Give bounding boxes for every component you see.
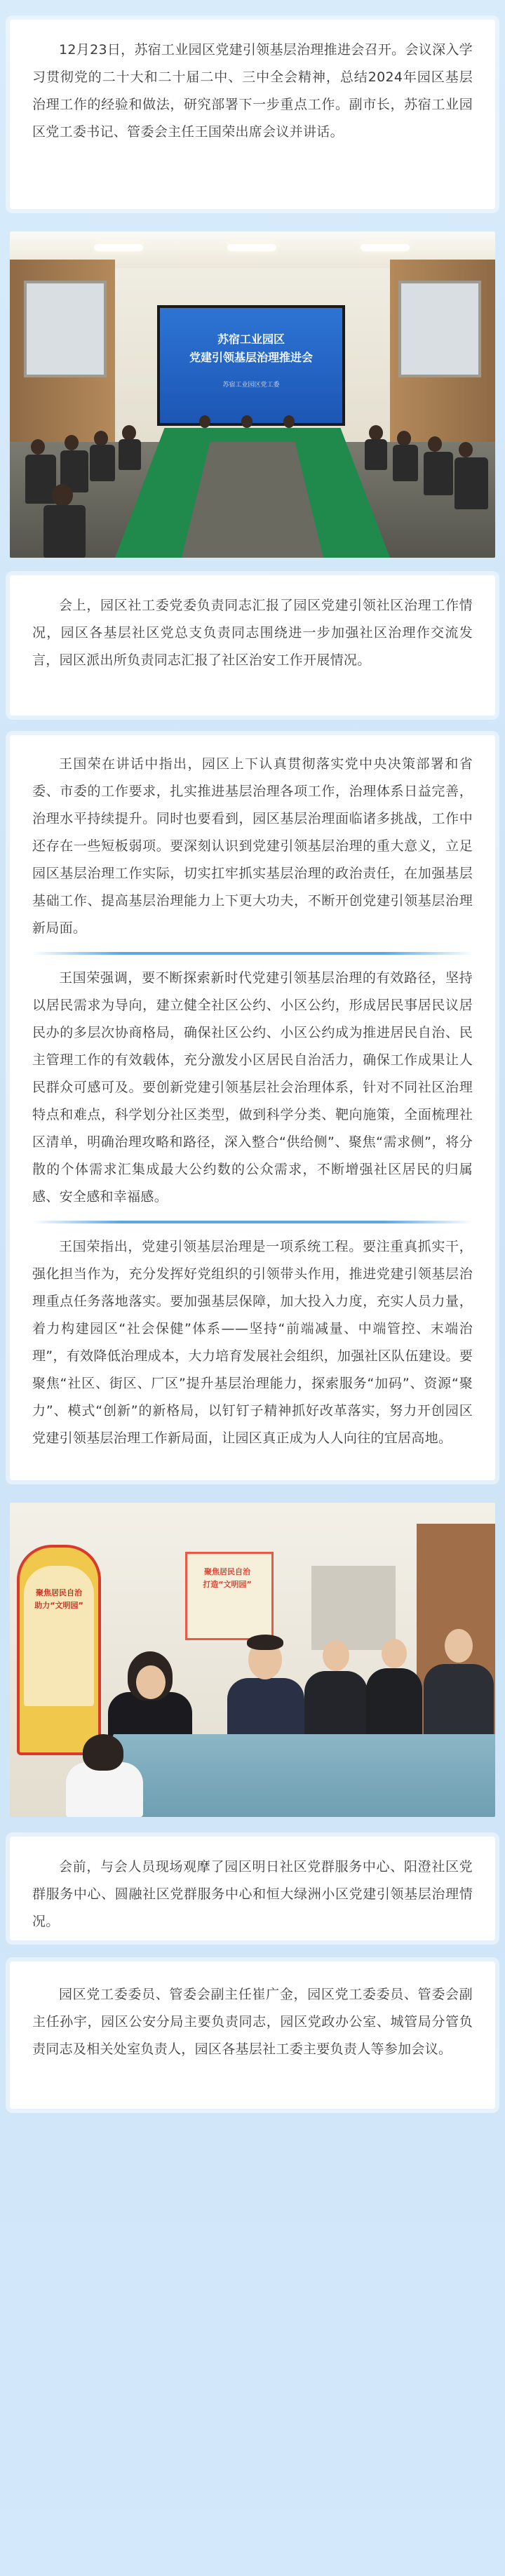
attendee-head xyxy=(31,439,45,455)
official-hair xyxy=(247,1635,283,1650)
speech-paragraph-2: 王国荣强调，要不断探索新时代党建引领基层治理的有效路径，坚持以居民需求为导向，建立健全社区公约、小区公约，形成居民事居民议居民办的多层次协商格局，确保社区公约、小区公约成为推进居民自治、民主管理工作的有效载体，充分激发小区居民自治活力，确保工作成果让人民群众可感可及。要创新党建引领基层社会治理体系，针对不同社区治理特点和难点，科学划分社区类型，做到科学分类、靶向施策，全面梳理社区清单，明确治理攻略和路径，深入整合“供给侧”、聚焦“需求侧”，将分散的个体需求汇集成最大公约数的公众需求，不断增强社区居民的归属感、安全感和幸福感。 xyxy=(32,970,473,1205)
attendee xyxy=(393,445,418,481)
attendee-head xyxy=(459,442,473,457)
section-divider xyxy=(32,952,473,955)
attendee-head xyxy=(94,431,108,446)
visit-card xyxy=(10,1837,495,1940)
attendee-head xyxy=(199,415,210,428)
attendee-head xyxy=(283,415,295,428)
attendee-head xyxy=(52,484,73,507)
site-visit-photo xyxy=(10,1503,495,1817)
screen-title-line2: 党建引领基层治理推进会 xyxy=(189,351,313,364)
attendee xyxy=(90,445,115,481)
window-right xyxy=(398,281,481,377)
attendee-head xyxy=(369,425,383,441)
poster-line-1: 聚焦居民自治 xyxy=(204,1567,250,1576)
wall-cabinet xyxy=(311,1566,396,1650)
screen-title-line1: 苏宿工业园区 xyxy=(217,333,285,346)
attendee xyxy=(119,439,141,470)
ceiling-light xyxy=(94,244,143,251)
attendee-head xyxy=(397,431,411,446)
screen-organizer: 苏宿工业园区党工委 xyxy=(222,382,280,389)
poster-line-2: 打造“文明园” xyxy=(203,1580,252,1589)
visit-paragraph: 会前，与会人员现场观摩了园区明日社区党群服务中心、阳澄社区党群服务中心、圆融社区党群服务中心和恒大绿洲小区党建引领基层治理情况。 xyxy=(32,1859,473,1929)
speech-paragraph-1: 王国荣在讲话中指出，园区上下认真贯彻落实党中央决策部署和省委、市委的工作要求，扎实推进基层治理各项工作，治理体系日益完善，治理水平持续提升。同时也要看到，园区基层治理面临诸多挑战，工作中还存在一些短板弱项。要深刻认识到党建引领基层治理的重大意义，立足园区基层治理工作实际，切实扛牢抓实基层治理的政治责任，在加强基层基础工作、提高基层治理能力上下更大功夫，不断开创党建引领基层治理新局面。 xyxy=(32,756,473,936)
attendee xyxy=(424,452,453,495)
speech-card xyxy=(10,735,495,1480)
ceiling-light xyxy=(227,244,276,251)
window-left xyxy=(24,281,107,377)
attendee xyxy=(43,505,86,558)
attendee-head xyxy=(65,435,79,450)
seated-person-hair xyxy=(83,1734,123,1771)
board-line-1: 聚焦居民自治 xyxy=(36,1588,82,1597)
section-divider xyxy=(32,1221,473,1223)
display-board-text xyxy=(27,1587,91,1612)
attendee-face xyxy=(382,1639,407,1668)
attendee-head xyxy=(428,436,442,452)
intro-card xyxy=(10,20,495,209)
attendee-head xyxy=(122,425,136,441)
intro-paragraph: 12月23日，苏宿工业园区党建引领基层治理推进会召开。会议深入学习贯彻党的二十大和二十届二中、三中全会精神，总结2024年园区基层治理工作的经验和做法，研究部署下一步重点工作。副市长，苏宿工业园区党工委书记、管委会主任王国荣出席会议并讲话。 xyxy=(32,42,473,140)
attendees-paragraph: 园区党工委委员、管委会副主任崔广金，园区党工委委员、管委会副主任孙宇，园区公安分局主要负责同志，园区党政办公室、城管局分管负责同志及相关处室负责人，园区各基层社工委主要负责人等参加会议。 xyxy=(32,1987,473,2057)
attendee xyxy=(454,457,488,509)
attendee-face xyxy=(323,1640,349,1671)
poster-board-text xyxy=(189,1566,265,1591)
projection-screen xyxy=(157,305,345,426)
ceiling-light xyxy=(361,244,410,251)
attendee xyxy=(365,439,387,470)
poster-board xyxy=(185,1552,274,1640)
attendee-head xyxy=(241,415,252,428)
report-paragraph: 会上，园区社工委党委负责同志汇报了园区党建引领社区治理工作情况，园区各基层社区党总支负责同志围绕进一步加强社区治理作交流发言，园区派出所负责同志汇报了社区治安工作开展情况。 xyxy=(32,598,473,668)
meeting-hall-photo xyxy=(10,232,495,558)
presenter-face xyxy=(136,1665,166,1699)
board-line-2: 助力“文明园” xyxy=(34,1601,83,1610)
speech-paragraph-3: 王国荣指出，党建引领基层治理是一项系统工程。要注重真抓实干，强化担当作为，充分发挥好党组织的引领带头作用，推进党建引领基层治理重点任务落地落实。要加强基层保障，加大投入力度，充实人员力量，着力构建园区“社会保健”体系——坚持“前端减量、中端管控、末端治理”，有效降低治理成本，大力培育发展社会组织，加强社区队伍建设。要聚焦“社区、街区、厂区”提升基层治理能力，探索服务“加码”、资源“聚力”、模式“创新”的新格局，以钉钉子精神抓好改革落实，努力开创园区党建引领基层治理工作新局面，让园区真正成为人人向往的宜居高地。 xyxy=(32,1239,473,1446)
report-card xyxy=(10,575,495,716)
attendees-card xyxy=(10,1961,495,2109)
attendee-face xyxy=(445,1629,473,1663)
